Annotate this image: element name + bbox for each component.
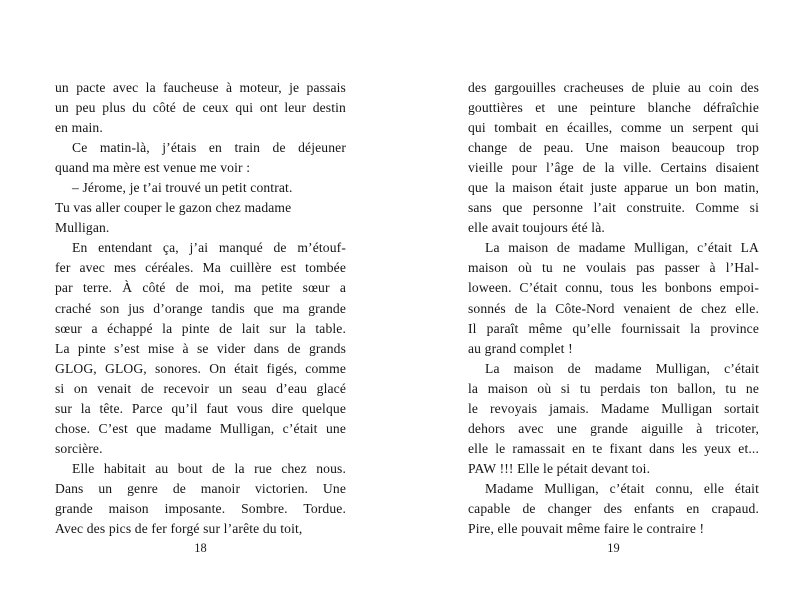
text-line: qui tombait en écailles, comme un serpent qui	[468, 120, 759, 136]
text-line: sonnés de la Côte-Nord venaient de chez elle.	[468, 300, 759, 316]
text-line: craché son jus d’orange tandis que ma grande	[55, 300, 346, 316]
text-line: sorcière.	[55, 440, 103, 456]
text-line: chose. C’est que madame Mulligan, c’était une	[55, 420, 346, 436]
text-line: en main.	[55, 120, 103, 136]
text-line: Madame Mulligan, c’était connu, elle était	[485, 480, 759, 496]
text-line: – Jérome, je t’ai trouvé un petit contrat.	[72, 180, 293, 196]
text-line: le revoyais jamais. Madame Mulligan sortait	[468, 400, 759, 416]
text-line: change de peau. Une maison beaucoup trop	[468, 140, 759, 156]
text-line: La maison de madame Mulligan, c’était LA	[485, 240, 759, 256]
text-line: un peu plus du côté de ceux qui ont leur destin	[55, 100, 346, 116]
text-line: Ce matin-là, j’étais en train de déjeuner	[72, 140, 346, 156]
text-line: fer avec mes céréales. Ma cuillère est tombée	[55, 260, 346, 276]
text-line: PAW !!! Elle le pétait devant toi.	[468, 460, 651, 476]
text-line: Avec des pics de fer forgé sur l’arête du toit,	[55, 521, 303, 537]
text-line: En entendant ça, j’ai manqué de m’étouf-	[72, 240, 346, 256]
text-line: par terre. À côté de moi, ma petite sœur a	[55, 280, 346, 296]
page-left-textblock	[55, 78, 346, 539]
text-line: si on venait de recevoir un seau d’eau glacé	[55, 380, 346, 396]
text-line: La maison de madame Mulligan, c’était	[485, 360, 759, 376]
text-line: loween. C’était connu, tous les bonbons empoi-	[468, 280, 759, 296]
text-line: Tu vas aller couper le gazon chez madame	[55, 200, 292, 216]
text-line: un pacte avec la faucheuse à moteur, je passais	[55, 80, 346, 95]
text-line: Dans un genre de manoir victorien. Une	[55, 480, 346, 496]
text-line: Elle habitait au bout de la rue chez nous.	[72, 460, 346, 476]
page-number-right: 19	[607, 541, 620, 555]
text-line: grande maison imposante. Sombre. Tordue.	[55, 500, 346, 516]
text-line: maison où tu ne voulais pas passer à l’Hal-	[468, 260, 759, 276]
text-line: Il paraît même qu’elle fournissait la province	[468, 320, 759, 336]
text-line: capable de changer des enfants en crapaud.	[468, 500, 759, 516]
text-line: Pire, elle pouvait même faire le contraire !	[468, 521, 705, 537]
page-right-textblock	[468, 78, 759, 539]
text-line: des gargouilles cracheuses de pluie au coin des	[468, 80, 759, 95]
text-line: GLOG, GLOG, sonores. On était figés, comme	[55, 360, 346, 376]
text-line: quand ma mère est venue me voir :	[55, 160, 251, 176]
text-line: vieille pour l’âge de la ville. Certains disaient	[468, 160, 759, 176]
text-line: La pinte s’est mise à se vider dans de grands	[55, 340, 346, 356]
text-line: elle le ramassait en te fixant dans les yeux et...	[468, 440, 759, 456]
text-line: sans que personne l’ait construite. Comme si	[468, 200, 759, 216]
text-line: elle avait toujours été là.	[468, 220, 605, 236]
page-right	[405, 0, 810, 589]
text-line: la maison où si tu perdais ton ballon, tu ne	[468, 380, 759, 396]
text-line: sœur a échappé la pinte de lait sur la table.	[55, 320, 346, 336]
text-line: Mulligan.	[55, 220, 110, 236]
text-line: que la maison était juste apparue un bon matin,	[468, 180, 759, 196]
text-line: sur la tête. Parce qu’il faut vous dire quelque	[55, 400, 346, 416]
page-number-left: 18	[194, 541, 207, 555]
text-line: dehors avec une grande aiguille à tricoter,	[468, 420, 759, 436]
text-line: gouttières et une peinture blanche défraîchie	[468, 100, 759, 116]
text-line: au grand complet !	[468, 340, 573, 356]
